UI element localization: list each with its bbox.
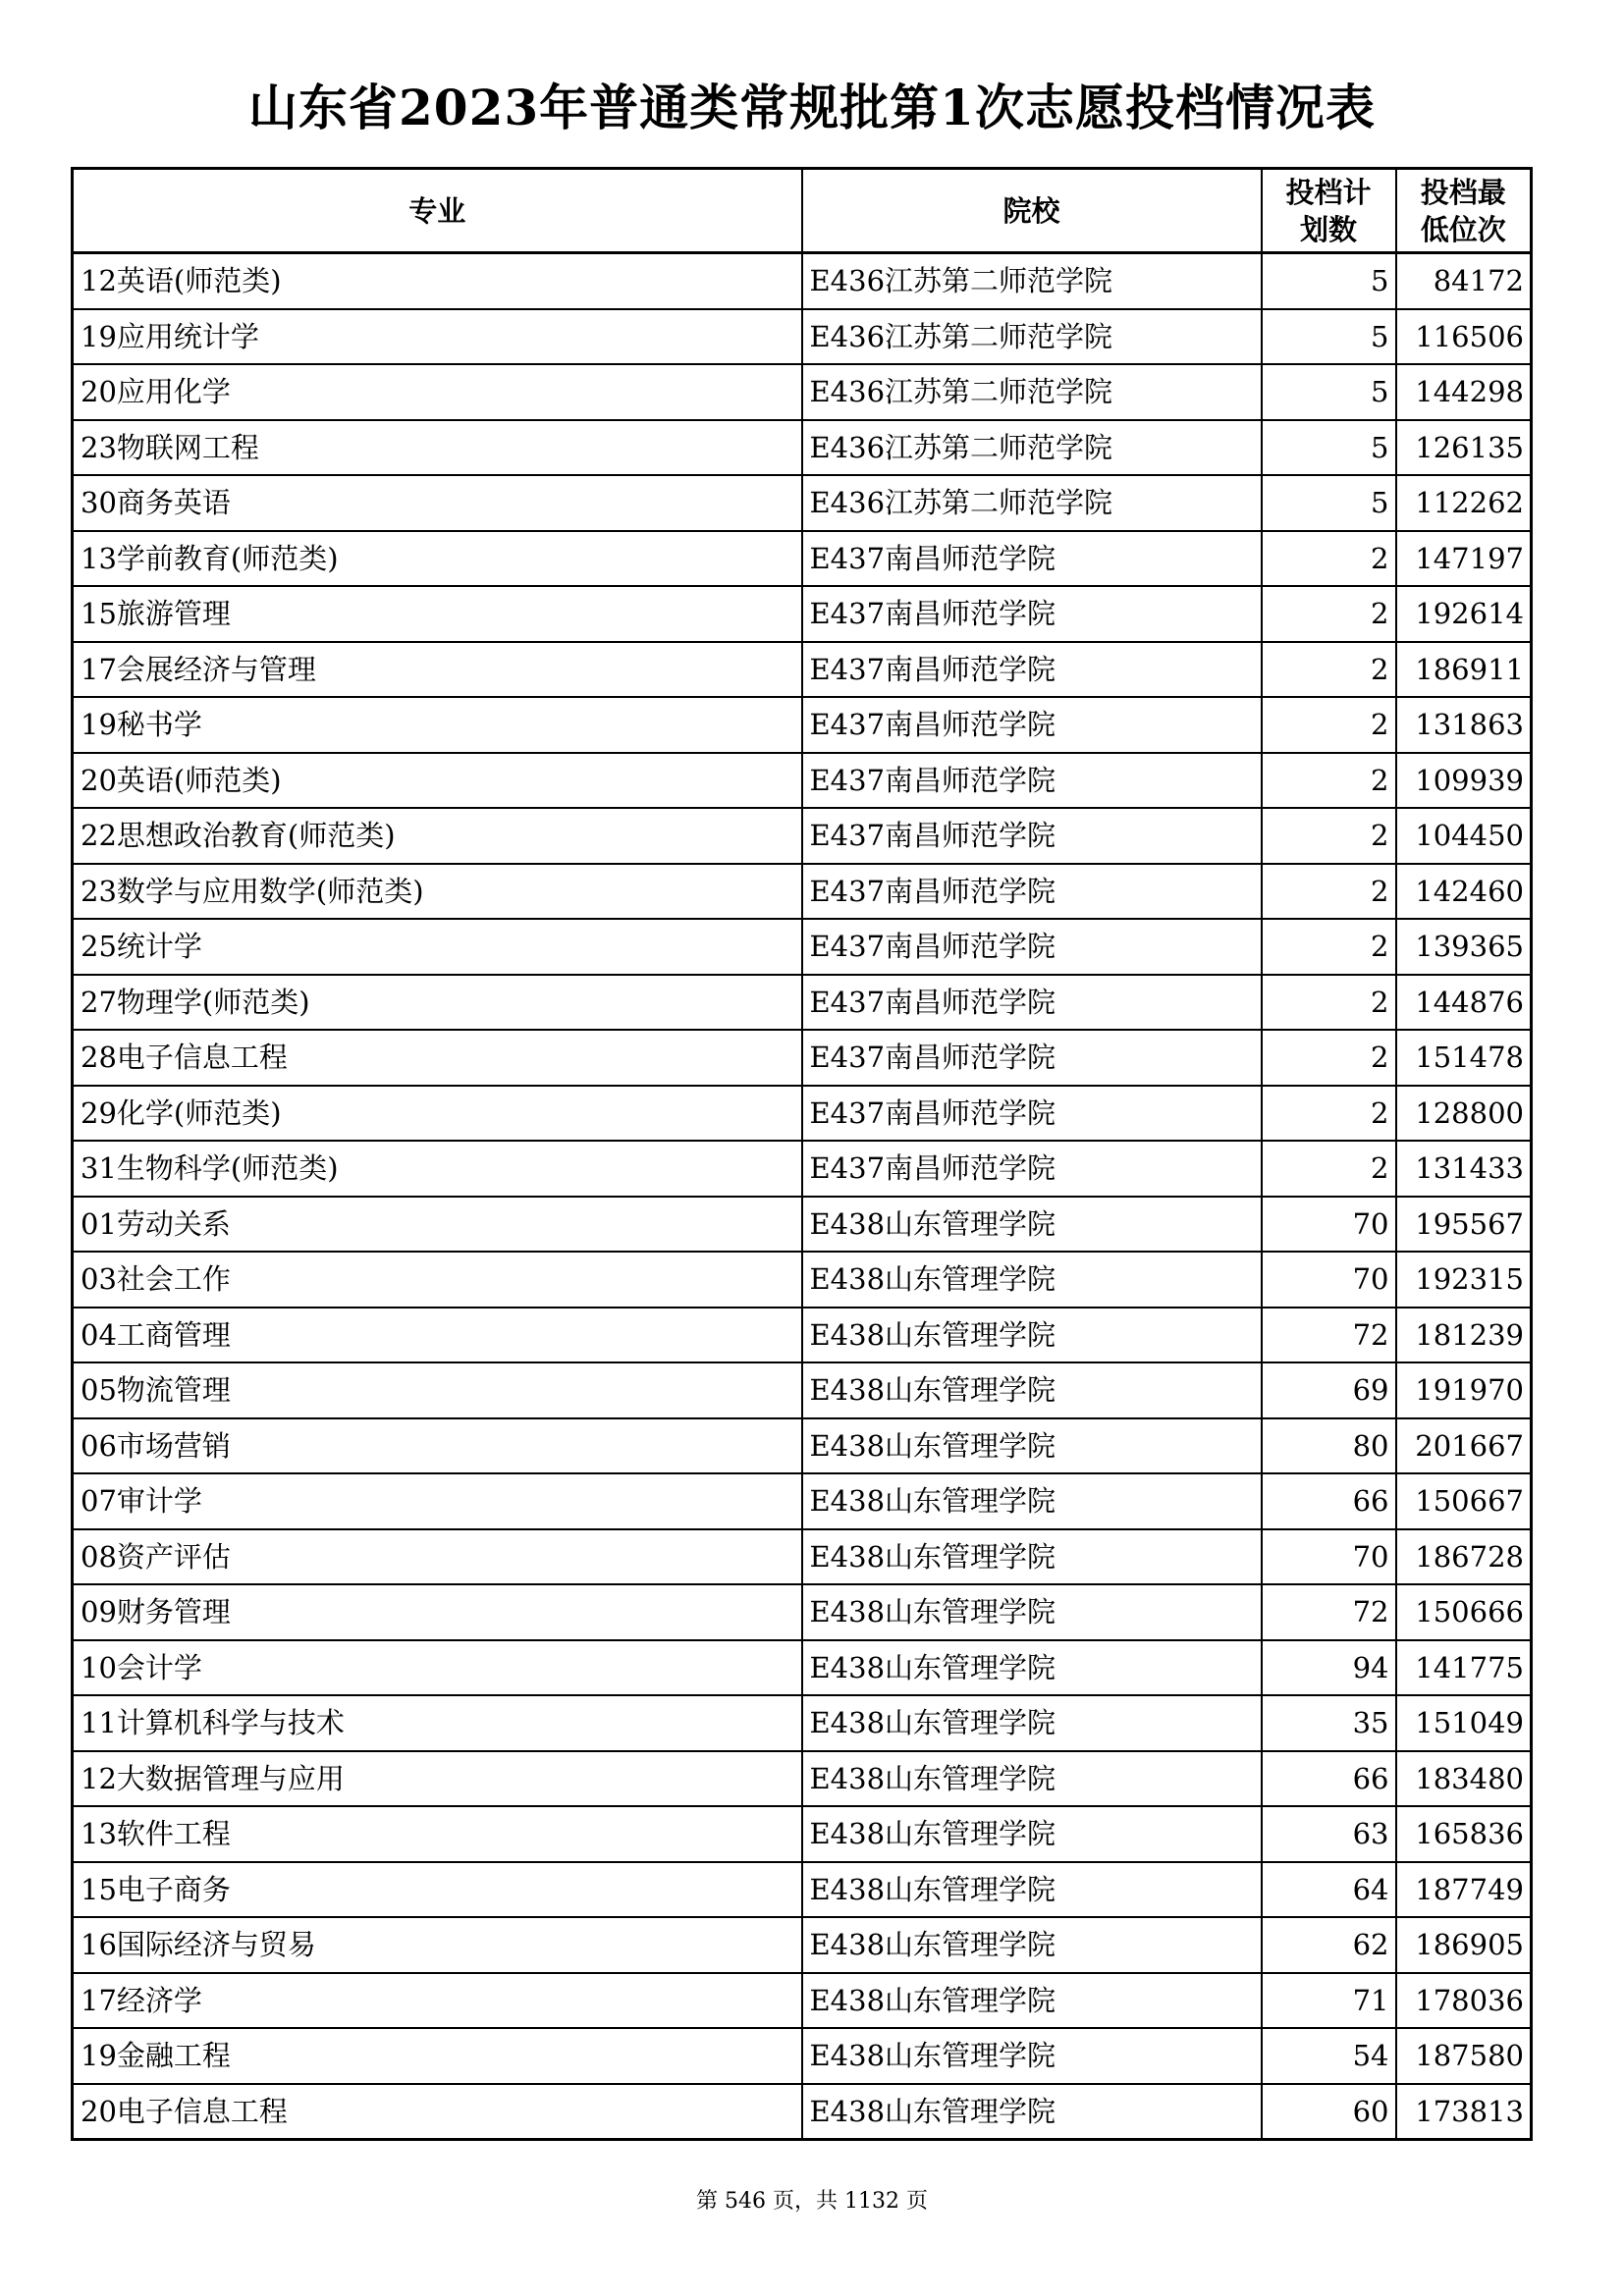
table-row — [73, 1086, 1532, 1142]
cell-plan: 63 — [1262, 1806, 1396, 1862]
cell-rank: 181239 — [1396, 1308, 1532, 1363]
cell-school: E437南昌师范学院 — [802, 697, 1262, 753]
cell-plan: 2 — [1262, 1141, 1396, 1197]
cell-major: 17会展经济与管理 — [73, 642, 802, 698]
table-row — [73, 420, 1532, 476]
cell-major: 11计算机科学与技术 — [73, 1695, 802, 1751]
table-row — [73, 753, 1532, 809]
cell-rank: 192614 — [1396, 586, 1532, 642]
cell-rank: 173813 — [1396, 2084, 1532, 2140]
cell-rank: 104450 — [1396, 808, 1532, 864]
cell-rank: 109939 — [1396, 753, 1532, 809]
cell-plan: 70 — [1262, 1529, 1396, 1585]
cell-rank: 187749 — [1396, 1862, 1532, 1918]
cell-rank: 141775 — [1396, 1640, 1532, 1696]
cell-school: E438山东管理学院 — [802, 1640, 1262, 1696]
table-body — [73, 253, 1532, 2140]
table-row — [73, 1252, 1532, 1308]
cell-plan: 5 — [1262, 309, 1396, 365]
cell-rank: 192315 — [1396, 1252, 1532, 1308]
cell-rank: 131863 — [1396, 697, 1532, 753]
cell-rank: 191970 — [1396, 1362, 1532, 1418]
cell-plan: 2 — [1262, 586, 1396, 642]
cell-school: E438山东管理学院 — [802, 1529, 1262, 1585]
cell-rank: 147197 — [1396, 531, 1532, 587]
table-row — [73, 253, 1532, 309]
cell-school: E436江苏第二师范学院 — [802, 309, 1262, 365]
cell-school: E437南昌师范学院 — [802, 586, 1262, 642]
cell-rank: 84172 — [1396, 253, 1532, 309]
table-row — [73, 1529, 1532, 1585]
table-row — [73, 1806, 1532, 1862]
cell-major: 23物联网工程 — [73, 420, 802, 476]
cell-major: 08资产评估 — [73, 1529, 802, 1585]
table-row — [73, 1308, 1532, 1363]
cell-rank: 150666 — [1396, 1584, 1532, 1640]
table-row — [73, 1973, 1532, 2029]
cell-school: E438山东管理学院 — [802, 1252, 1262, 1308]
table-row — [73, 1030, 1532, 1086]
cell-school: E437南昌师范学院 — [802, 753, 1262, 809]
cell-plan: 5 — [1262, 475, 1396, 531]
cell-school: E436江苏第二师范学院 — [802, 475, 1262, 531]
cell-major: 30商务英语 — [73, 475, 802, 531]
cell-school: E438山东管理学院 — [802, 2084, 1262, 2140]
page-title: 山东省2023年普通类常规批第1次志愿投档情况表 — [248, 79, 1376, 136]
cell-school: E438山东管理学院 — [802, 1695, 1262, 1751]
table-row — [73, 1695, 1532, 1751]
cell-major: 10会计学 — [73, 1640, 802, 1696]
cell-major: 09财务管理 — [73, 1584, 802, 1640]
cell-plan: 2 — [1262, 1086, 1396, 1142]
cell-plan: 5 — [1262, 420, 1396, 476]
cell-rank: 183480 — [1396, 1751, 1532, 1807]
cell-school: E437南昌师范学院 — [802, 919, 1262, 975]
cell-plan: 2 — [1262, 531, 1396, 587]
cell-plan: 2 — [1262, 864, 1396, 920]
admission-table — [71, 167, 1533, 2141]
cell-plan: 70 — [1262, 1252, 1396, 1308]
cell-rank: 186911 — [1396, 642, 1532, 698]
cell-major: 13学前教育(师范类) — [73, 531, 802, 587]
cell-plan: 72 — [1262, 1584, 1396, 1640]
table-row — [73, 1917, 1532, 1973]
table-row — [73, 1640, 1532, 1696]
cell-plan: 2 — [1262, 642, 1396, 698]
table-row — [73, 1362, 1532, 1418]
table-row — [73, 2084, 1532, 2140]
cell-rank: 116506 — [1396, 309, 1532, 365]
table-row — [73, 1197, 1532, 1253]
cell-major: 31生物科学(师范类) — [73, 1141, 802, 1197]
cell-plan: 2 — [1262, 697, 1396, 753]
cell-major: 13软件工程 — [73, 1806, 802, 1862]
cell-major: 15旅游管理 — [73, 586, 802, 642]
table-row — [73, 697, 1532, 753]
cell-rank: 150667 — [1396, 1473, 1532, 1529]
cell-plan: 2 — [1262, 1030, 1396, 1086]
cell-rank: 201667 — [1396, 1418, 1532, 1474]
cell-major: 15电子商务 — [73, 1862, 802, 1918]
cell-rank: 126135 — [1396, 420, 1532, 476]
cell-rank: 186728 — [1396, 1529, 1532, 1585]
table-row — [73, 1473, 1532, 1529]
cell-major: 22思想政治教育(师范类) — [73, 808, 802, 864]
cell-rank: 144298 — [1396, 364, 1532, 420]
cell-major: 19秘书学 — [73, 697, 802, 753]
cell-rank: 112262 — [1396, 475, 1532, 531]
cell-rank: 195567 — [1396, 1197, 1532, 1253]
cell-school: E437南昌师范学院 — [802, 975, 1262, 1031]
cell-plan: 94 — [1262, 1640, 1396, 1696]
cell-major: 20电子信息工程 — [73, 2084, 802, 2140]
cell-rank: 187580 — [1396, 2028, 1532, 2084]
table-row — [73, 919, 1532, 975]
cell-plan: 64 — [1262, 1862, 1396, 1918]
cell-major: 19金融工程 — [73, 2028, 802, 2084]
cell-plan: 5 — [1262, 364, 1396, 420]
cell-plan: 70 — [1262, 1197, 1396, 1253]
cell-school: E438山东管理学院 — [802, 2028, 1262, 2084]
cell-rank: 131433 — [1396, 1141, 1532, 1197]
header-school: 院校 — [802, 169, 1262, 253]
cell-plan: 2 — [1262, 975, 1396, 1031]
table-row — [73, 1584, 1532, 1640]
cell-plan: 2 — [1262, 919, 1396, 975]
cell-major: 01劳动关系 — [73, 1197, 802, 1253]
cell-major: 04工商管理 — [73, 1308, 802, 1363]
cell-major: 23数学与应用数学(师范类) — [73, 864, 802, 920]
cell-school: E438山东管理学院 — [802, 1751, 1262, 1807]
cell-major: 03社会工作 — [73, 1252, 802, 1308]
table-row — [73, 975, 1532, 1031]
cell-major: 28电子信息工程 — [73, 1030, 802, 1086]
cell-major: 05物流管理 — [73, 1362, 802, 1418]
cell-school: E436江苏第二师范学院 — [802, 253, 1262, 309]
cell-plan: 2 — [1262, 808, 1396, 864]
table-row — [73, 1418, 1532, 1474]
cell-plan: 60 — [1262, 2084, 1396, 2140]
cell-major: 27物理学(师范类) — [73, 975, 802, 1031]
header-major: 专业 — [73, 169, 802, 253]
table-row — [73, 1751, 1532, 1807]
table-row — [73, 2028, 1532, 2084]
cell-major: 25统计学 — [73, 919, 802, 975]
cell-rank: 142460 — [1396, 864, 1532, 920]
cell-rank: 144876 — [1396, 975, 1532, 1031]
cell-school: E438山东管理学院 — [802, 1473, 1262, 1529]
table-header-row — [73, 169, 1532, 253]
cell-school: E437南昌师范学院 — [802, 531, 1262, 587]
table-row — [73, 1141, 1532, 1197]
cell-major: 29化学(师范类) — [73, 1086, 802, 1142]
cell-plan: 71 — [1262, 1973, 1396, 2029]
cell-school: E437南昌师范学院 — [802, 864, 1262, 920]
cell-school: E437南昌师范学院 — [802, 1086, 1262, 1142]
cell-school: E438山东管理学院 — [802, 1308, 1262, 1363]
table-row — [73, 808, 1532, 864]
cell-rank: 186905 — [1396, 1917, 1532, 1973]
table-row — [73, 364, 1532, 420]
cell-school: E438山东管理学院 — [802, 1584, 1262, 1640]
table-row — [73, 1862, 1532, 1918]
table-row — [73, 864, 1532, 920]
cell-school: E438山东管理学院 — [802, 1197, 1262, 1253]
cell-plan: 5 — [1262, 253, 1396, 309]
cell-school: E438山东管理学院 — [802, 1362, 1262, 1418]
cell-school: E436江苏第二师范学院 — [802, 420, 1262, 476]
cell-major: 20应用化学 — [73, 364, 802, 420]
cell-rank: 165836 — [1396, 1806, 1532, 1862]
page-footer: 第 546 页，共 1132 页 — [696, 2189, 928, 2214]
table-row — [73, 642, 1532, 698]
cell-school: E436江苏第二师范学院 — [802, 364, 1262, 420]
cell-major: 20英语(师范类) — [73, 753, 802, 809]
table-row — [73, 309, 1532, 365]
header-plan: 投档计划数 — [1262, 169, 1396, 253]
cell-major: 12大数据管理与应用 — [73, 1751, 802, 1807]
cell-plan: 54 — [1262, 2028, 1396, 2084]
cell-plan: 62 — [1262, 1917, 1396, 1973]
header-rank: 投档最低位次 — [1396, 169, 1532, 253]
cell-rank: 151478 — [1396, 1030, 1532, 1086]
cell-rank: 151049 — [1396, 1695, 1532, 1751]
cell-rank: 178036 — [1396, 1973, 1532, 2029]
table-row — [73, 586, 1532, 642]
cell-plan: 69 — [1262, 1362, 1396, 1418]
cell-plan: 2 — [1262, 753, 1396, 809]
table-row — [73, 531, 1532, 587]
cell-school: E438山东管理学院 — [802, 1917, 1262, 1973]
cell-school: E437南昌师范学院 — [802, 1141, 1262, 1197]
cell-school: E437南昌师范学院 — [802, 808, 1262, 864]
table-row — [73, 475, 1532, 531]
cell-school: E437南昌师范学院 — [802, 1030, 1262, 1086]
cell-plan: 66 — [1262, 1473, 1396, 1529]
cell-rank: 139365 — [1396, 919, 1532, 975]
cell-major: 17经济学 — [73, 1973, 802, 2029]
cell-school: E438山东管理学院 — [802, 1973, 1262, 2029]
cell-school: E438山东管理学院 — [802, 1418, 1262, 1474]
cell-plan: 66 — [1262, 1751, 1396, 1807]
cell-school: E438山东管理学院 — [802, 1806, 1262, 1862]
cell-school: E438山东管理学院 — [802, 1862, 1262, 1918]
cell-plan: 35 — [1262, 1695, 1396, 1751]
cell-major: 12英语(师范类) — [73, 253, 802, 309]
cell-plan: 80 — [1262, 1418, 1396, 1474]
cell-rank: 128800 — [1396, 1086, 1532, 1142]
cell-plan: 72 — [1262, 1308, 1396, 1363]
cell-school: E437南昌师范学院 — [802, 642, 1262, 698]
cell-major: 16国际经济与贸易 — [73, 1917, 802, 1973]
cell-major: 06市场营销 — [73, 1418, 802, 1474]
cell-major: 19应用统计学 — [73, 309, 802, 365]
cell-major: 07审计学 — [73, 1473, 802, 1529]
